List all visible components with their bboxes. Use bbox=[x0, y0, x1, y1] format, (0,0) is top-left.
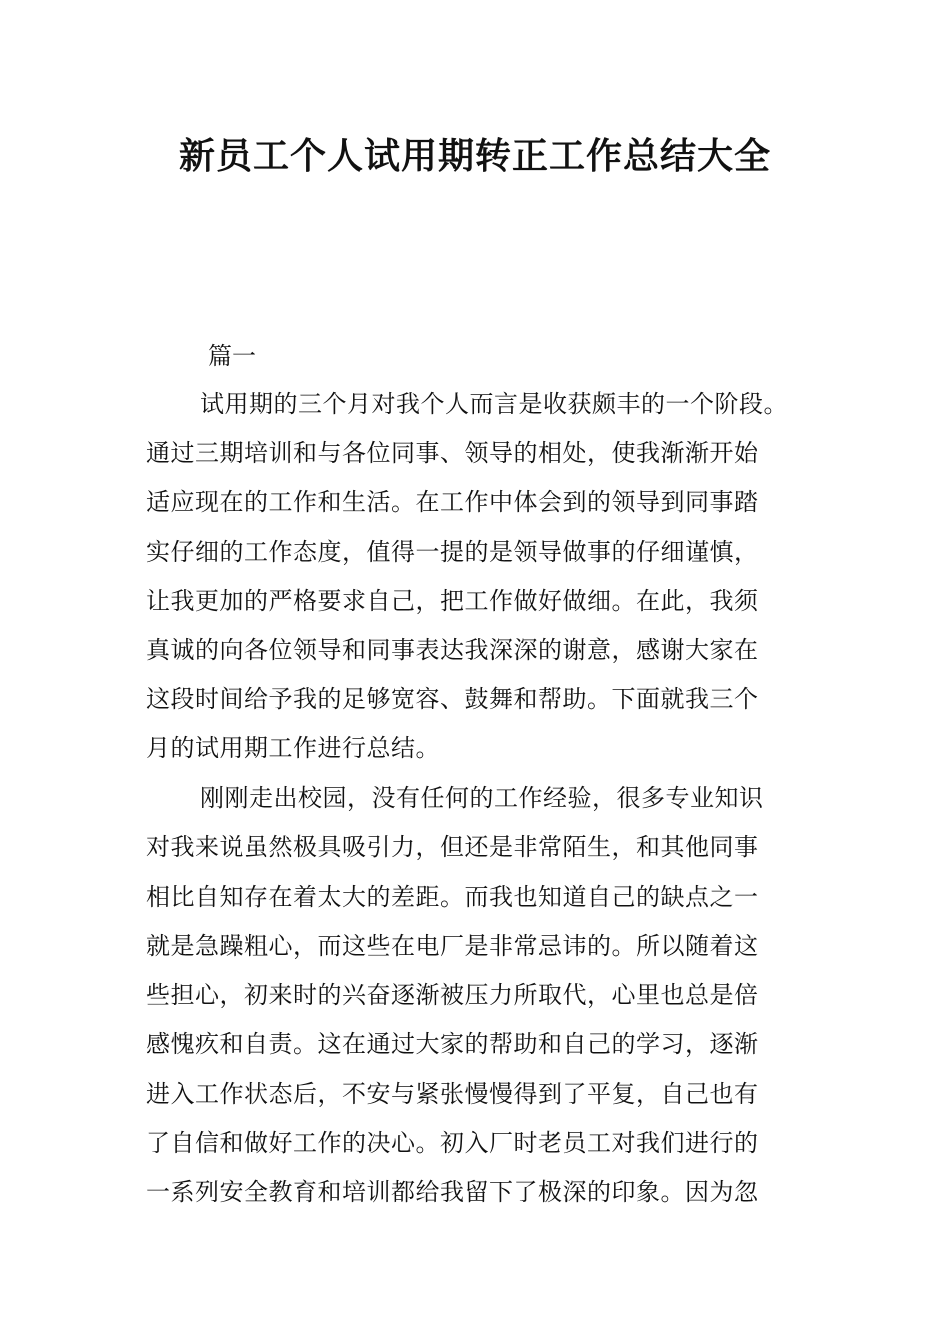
paragraph-line: 实仔细的工作态度，值得一提的是领导做事的仔细谨慎， bbox=[146, 538, 759, 566]
document-title: 新员工个人试用期转正工作总结大全 bbox=[178, 136, 771, 177]
paragraph-line: 一系列安全教育和培训都给我留下了极深的印象。因为忽 bbox=[146, 1178, 759, 1206]
paragraph-line: 刚刚走出校园，没有任何的工作经验，很多专业知识 bbox=[200, 784, 764, 812]
paragraph-line: 通过三期培训和与各位同事、领导的相处，使我渐渐开始 bbox=[146, 439, 759, 467]
paragraph-line: 真诚的向各位领导和同事表达我深深的谢意，感谢大家在 bbox=[146, 636, 759, 664]
paragraph-line: 些担心，初来时的兴奋逐渐被压力所取代，心里也总是倍 bbox=[146, 981, 759, 1009]
paragraph-line: 试用期的三个月对我个人而言是收获颇丰的一个阶段。 bbox=[200, 390, 788, 418]
paragraph-line: 让我更加的严格要求自己，把工作做好做细。在此，我须 bbox=[146, 587, 759, 615]
paragraph-line: 这段时间给予我的足够宽容、鼓舞和帮助。下面就我三个 bbox=[146, 685, 759, 713]
paragraph-line: 就是急躁粗心，而这些在电厂是非常忌讳的。所以随着这 bbox=[146, 932, 759, 960]
section-label: 篇一 bbox=[208, 342, 256, 370]
paragraph-line: 相比自知存在着太大的差距。而我也知道自己的缺点之一 bbox=[146, 883, 759, 911]
paragraph-line: 适应现在的工作和生活。在工作中体会到的领导到同事踏 bbox=[146, 488, 759, 516]
paragraph-line: 了自信和做好工作的决心。初入厂时老员工对我们进行的 bbox=[146, 1129, 759, 1157]
paragraph-line: 对我来说虽然极具吸引力，但还是非常陌生，和其他同事 bbox=[146, 833, 759, 861]
paragraph-line: 感愧疚和自责。这在通过大家的帮助和自己的学习，逐渐 bbox=[146, 1030, 759, 1058]
paragraph-line: 进入工作状态后，不安与紧张慢慢得到了平复，自己也有 bbox=[146, 1080, 759, 1108]
paragraph-line: 月的试用期工作进行总结。 bbox=[146, 734, 440, 762]
